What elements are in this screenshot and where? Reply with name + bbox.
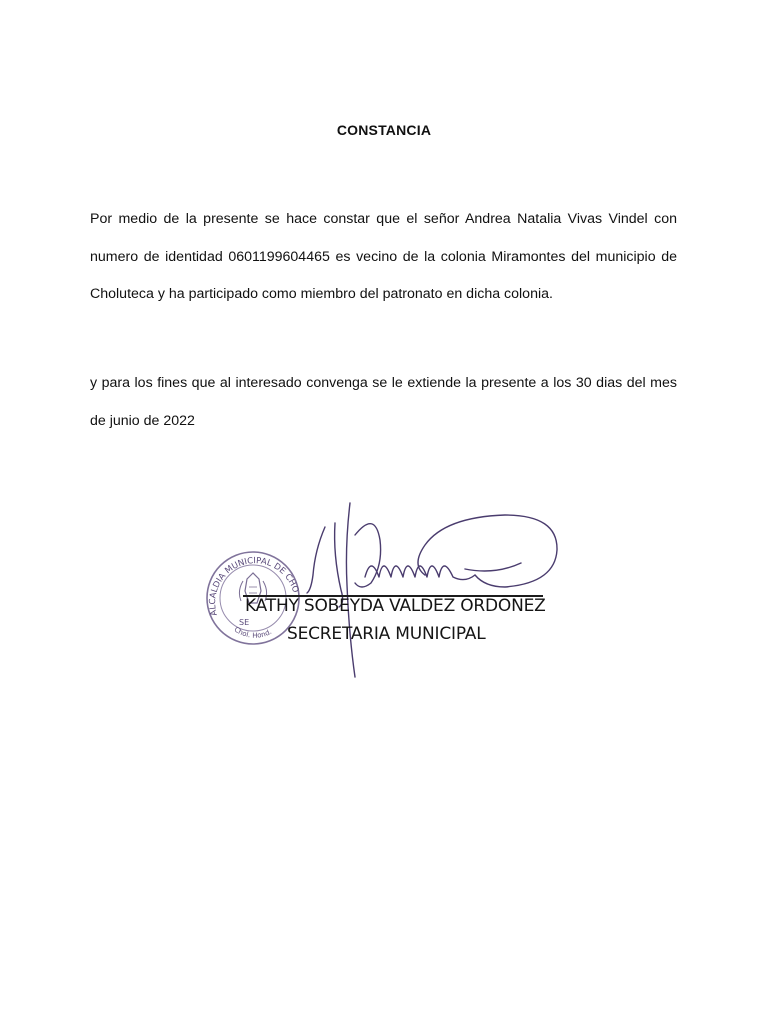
body-paragraph-2: y para los fines que al interesado convenga se le extiende la presente a los 30 dias del mes de junio de 2022 bbox=[90, 375, 677, 429]
official-seal bbox=[171, 488, 300, 644]
signatory-role: SECRETARIA MUNICIPAL bbox=[287, 624, 486, 644]
seal-text: ALCALDIA MUNICIPAL DE CHOLUTECA bbox=[171, 488, 301, 617]
seal-and-signature-graphic bbox=[171, 488, 570, 685]
document-title: CONSTANCIA bbox=[336, 122, 432, 138]
signature-block bbox=[171, 488, 570, 685]
seal-bottom-text: Chol. Hond. bbox=[232, 625, 274, 640]
handwritten-signature bbox=[307, 503, 557, 677]
seal-center-text: SE bbox=[239, 618, 250, 627]
body-paragraph-1: Por medio de la presente se hace constar que el señor Andrea Natalia Vivas Vindel con numero de identidad 0601199604465 es vecino de la colonia Miramontes del municipio de Choluteca y ha participado como miembro del patronato en dicha colonia. bbox=[90, 211, 677, 302]
signatory-name: KATHY SOBEYDA VALDEZ ORDOÑEZ bbox=[245, 596, 546, 616]
